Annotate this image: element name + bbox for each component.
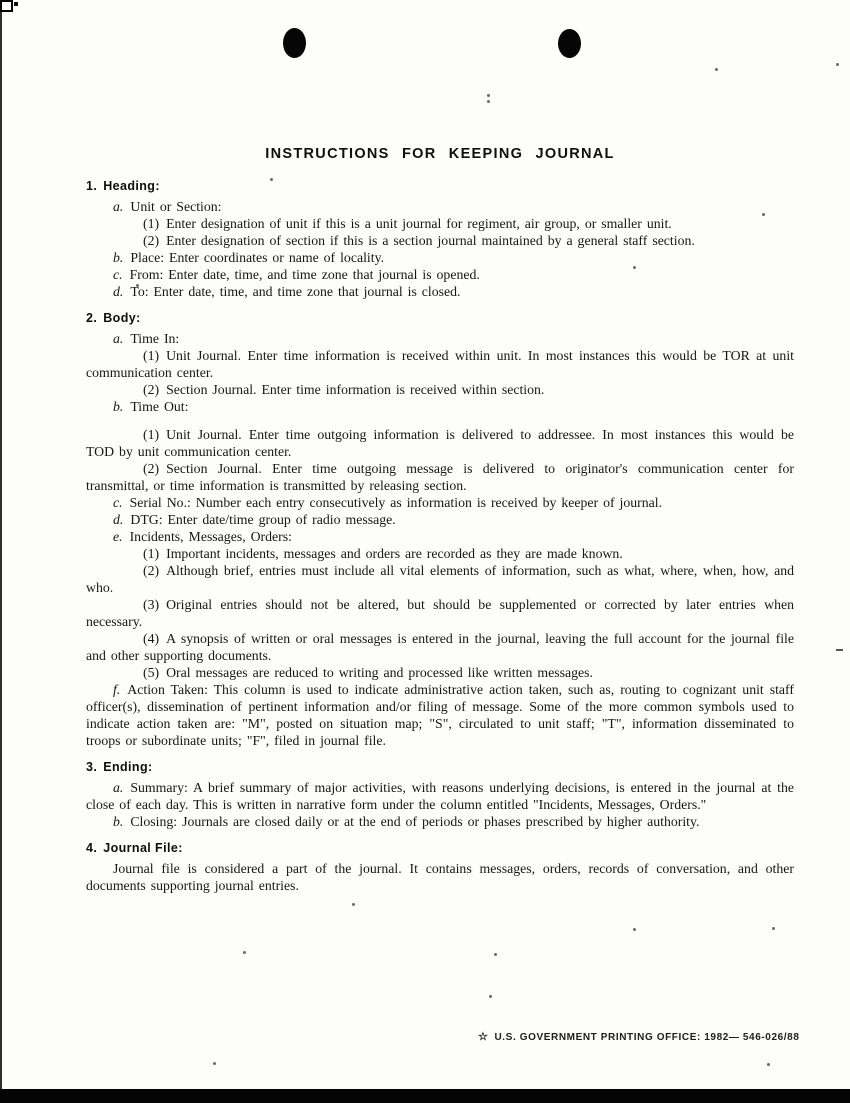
list-marker: (3) [143, 597, 160, 612]
hole-punch-left [283, 28, 306, 58]
scan-speck [836, 63, 839, 66]
paragraph [86, 664, 794, 681]
page-title: INSTRUCTIONS FOR KEEPING JOURNAL [265, 146, 615, 162]
paragraph-text: Original entries should not be altered, but should be supplemented or corrected by later entries when necessary. [86, 597, 794, 629]
paragraph [86, 249, 794, 266]
paragraph-text: Time Out: [130, 399, 189, 414]
paragraph [86, 596, 794, 630]
list-marker: d. [113, 284, 124, 299]
list-marker: (5) [143, 665, 160, 680]
list-marker: b. [113, 250, 124, 265]
scan-speck [772, 927, 775, 930]
list-marker: c. [113, 267, 123, 282]
section-number: 2. [86, 311, 98, 325]
list-marker: d. [113, 512, 124, 527]
scan-speck [243, 951, 246, 954]
paragraph-text: Section Journal. Enter time outgoing message is delivered to originator's communication center for transmittal, or time information is transmitted by releasing section. [86, 461, 794, 493]
paragraph-text: Time In: [130, 331, 180, 346]
scan-speck [715, 68, 718, 71]
list-marker: (1) [143, 427, 160, 442]
paragraph-text: Section Journal. Enter time information is received within section. [166, 382, 545, 397]
scan-edge-left-artifact [0, 0, 2, 1089]
paragraph [86, 426, 794, 460]
scan-speck [487, 100, 490, 103]
list-marker: c. [113, 495, 123, 510]
section-title: Journal File: [103, 841, 183, 855]
hole-punch-right [558, 29, 581, 58]
scan-corner-artifact [0, 0, 13, 12]
paragraph-text: Serial No.: Number each entry consecutively as information is received by keeper of journal. [129, 495, 663, 510]
section-heading [86, 841, 794, 855]
paragraph [86, 232, 794, 249]
section-number: 1. [86, 179, 98, 193]
list-marker: (2) [143, 382, 160, 397]
paragraph-text: Unit or Section: [130, 199, 222, 214]
list-marker: a. [113, 780, 124, 795]
paragraph-text: A synopsis of written or oral messages is entered in the journal, leaving the full account for the journal file and other supporting documents. [86, 631, 794, 663]
paragraph [86, 198, 794, 215]
scan-speck [633, 928, 636, 931]
section-heading-block [86, 311, 794, 749]
section-title: Heading: [103, 179, 160, 193]
paragraph-text: Although brief, entries must include all vital elements of information, such as what, where, when, how, and who. [86, 563, 794, 595]
list-marker: e. [113, 529, 123, 544]
section-heading-block [86, 179, 794, 300]
list-marker: (1) [143, 348, 160, 363]
list-marker: f. [113, 682, 121, 697]
paragraph-text: To: Enter date, time, and time zone that journal is closed. [130, 284, 461, 299]
section-title: Body: [103, 311, 141, 325]
paragraph-text: Oral messages are reduced to writing and processed like written messages. [166, 665, 593, 680]
section-heading-block [86, 760, 794, 830]
paragraph-text: Important incidents, messages and orders are recorded as they are made known. [166, 546, 623, 561]
paragraph [86, 381, 794, 398]
list-marker: b. [113, 399, 124, 414]
paragraph [86, 545, 794, 562]
paragraph [86, 347, 794, 381]
paragraph [86, 494, 794, 511]
paragraph-text: Action Taken: This column is used to indicate administrative action taken, such as, routing to cognizant unit staff officer(s), dissemination of pertinent information and/or filing of message. Some of the more common symbols used to indicate action taken are: "M", posted on situation map; "S", circulated to unit staff; "T", information disseminated to troops or subordinate units; "F", filed in journal file. [86, 682, 794, 748]
paragraph [86, 860, 794, 894]
paragraph-text: Journal file is considered a part of the journal. It contains messages, orders, records of conversation, and other documents supporting journal entries. [86, 861, 794, 893]
footer-text: U.S. GOVERNMENT PRINTING OFFICE: 1982— 546-026/88 [494, 1032, 800, 1043]
paragraph-text: Place: Enter coordinates or name of locality. [130, 250, 385, 265]
list-marker: a. [113, 331, 124, 346]
paragraph [86, 528, 794, 545]
list-marker: (1) [143, 546, 160, 561]
scan-speck [352, 903, 355, 906]
paragraph-text: Incidents, Messages, Orders: [129, 529, 292, 544]
paragraph-text: Unit Journal. Enter time outgoing information is delivered to addressee. In most instances this would be TOD by unit communication center. [86, 427, 794, 459]
list-marker: (1) [143, 216, 160, 231]
scan-edge-bottom-artifact [0, 1089, 850, 1103]
paragraph [86, 398, 794, 415]
list-marker: (4) [143, 631, 160, 646]
paragraph-text: Enter designation of section if this is a section journal maintained by a general staff section. [166, 233, 695, 248]
scan-speck [487, 94, 490, 97]
paragraph [86, 215, 794, 232]
document-page [86, 146, 794, 894]
section-heading [86, 179, 794, 193]
section-title: Ending: [103, 760, 153, 774]
paragraph [86, 460, 794, 494]
list-marker: (2) [143, 563, 160, 578]
scan-speck [767, 1063, 770, 1066]
scan-speck [14, 2, 18, 6]
paragraph-text: DTG: Enter date/time group of radio message. [130, 512, 396, 527]
paragraph [86, 562, 794, 596]
paragraph-text: Closing: Journals are closed daily or at the end of periods or phases prescribed by higher authority. [130, 814, 700, 829]
list-marker: (2) [143, 233, 160, 248]
scan-speck [213, 1062, 216, 1065]
paragraph-text: Summary: A brief summary of major activities, with reasons underlying decisions, is entered in the journal at the close of each day. This is written in narrative form under the column entitled "Incidents, Messages, Orders." [86, 780, 794, 812]
paragraph [86, 630, 794, 664]
footer [478, 1030, 800, 1043]
list-marker: a. [113, 199, 124, 214]
paragraph [86, 779, 794, 813]
paragraph [86, 511, 794, 528]
section-heading-block [86, 841, 794, 894]
paragraph [86, 283, 794, 300]
scan-dash-artifact [836, 649, 843, 651]
paragraph-text: From: Enter date, time, and time zone that journal is opened. [129, 267, 480, 282]
paragraph [86, 813, 794, 830]
paragraph [86, 330, 794, 347]
scan-speck [489, 995, 492, 998]
section-number: 4. [86, 841, 98, 855]
star-icon: ☆ [478, 1031, 489, 1043]
paragraph [86, 681, 794, 749]
paragraph [86, 266, 794, 283]
list-marker: b. [113, 814, 124, 829]
list-marker: (2) [143, 461, 160, 476]
section-heading [86, 760, 794, 774]
section-heading [86, 311, 794, 325]
paragraph-text: Enter designation of unit if this is a unit journal for regiment, air group, or smaller unit. [166, 216, 672, 231]
scan-speck [494, 953, 497, 956]
paragraph-text: Unit Journal. Enter time information is received within unit. In most instances this would be TOR at unit communication center. [86, 348, 794, 380]
section-number: 3. [86, 760, 98, 774]
